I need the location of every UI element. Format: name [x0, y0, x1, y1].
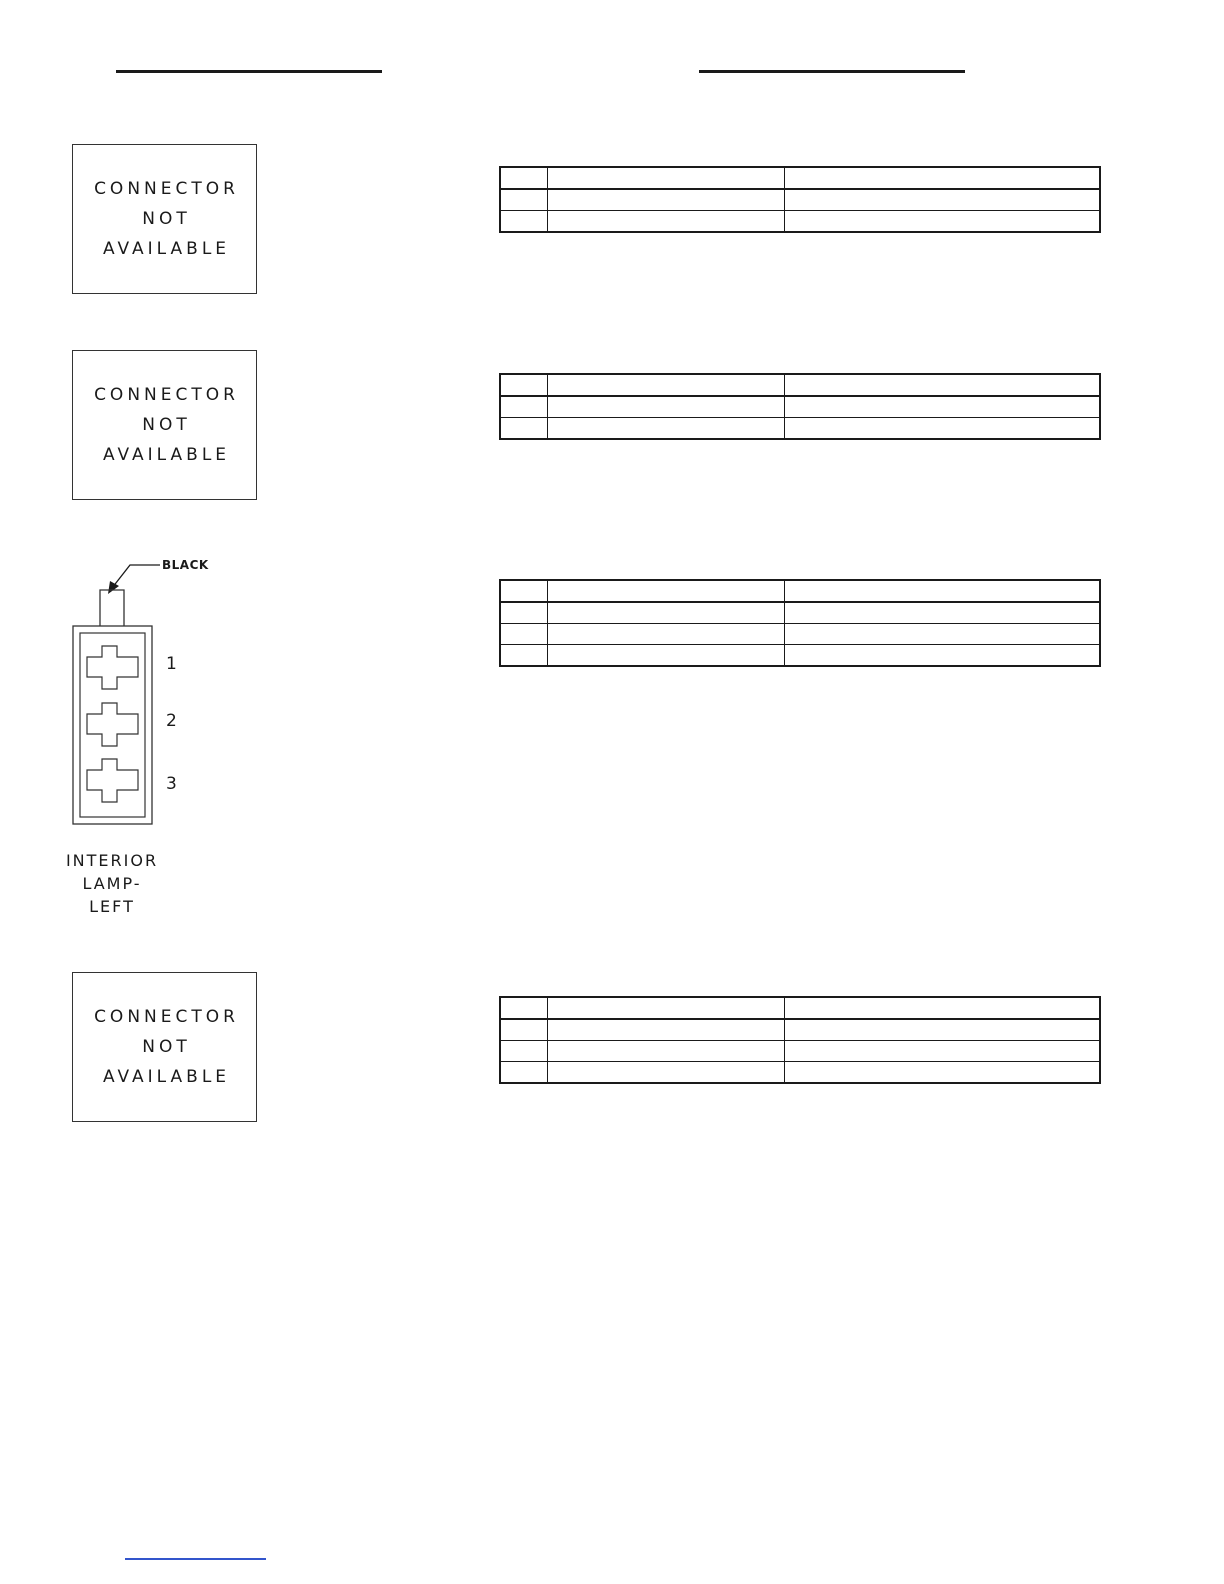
footer-link-underline[interactable] — [125, 1558, 266, 1560]
na-line-1: CONNECTOR — [94, 1007, 239, 1027]
table-row — [500, 645, 1100, 667]
na-line-1: CONNECTOR — [94, 385, 239, 405]
table-row — [500, 997, 1100, 1019]
table-row — [500, 374, 1100, 396]
connector-color-label: BLACK — [162, 558, 209, 572]
interior-lamp-left-connector-drawing — [60, 550, 230, 840]
connector-not-available-box — [72, 144, 257, 294]
table-row — [500, 624, 1100, 645]
na-line-3: AVAILABLE — [102, 1067, 231, 1087]
table-row — [500, 580, 1100, 602]
na-line-3: AVAILABLE — [102, 239, 231, 259]
header-rule-left — [116, 70, 382, 73]
table-row — [500, 211, 1100, 233]
connector-name-line-2: LAMP- — [82, 874, 142, 893]
table-row — [500, 167, 1100, 189]
pin-number-1: 1 — [166, 654, 177, 674]
pin-number-3: 3 — [166, 774, 177, 794]
table-row — [500, 602, 1100, 624]
na-line-2: NOT — [142, 415, 191, 435]
pin-number-2: 2 — [166, 711, 177, 731]
pinout-table — [499, 996, 1101, 1084]
table-row — [500, 1019, 1100, 1041]
table-row — [500, 1041, 1100, 1062]
connector-name-label — [52, 849, 172, 918]
table-row — [500, 396, 1100, 418]
table-row — [500, 1062, 1100, 1084]
pinout-table — [499, 373, 1101, 440]
table-row — [500, 418, 1100, 440]
terminal-2 — [87, 703, 138, 746]
pinout-table — [499, 579, 1101, 667]
header-rule-right — [699, 70, 965, 73]
na-line-2: NOT — [142, 1037, 191, 1057]
connector-name-line-1: INTERIOR — [65, 851, 159, 870]
connector-not-available-box — [72, 972, 257, 1122]
terminal-3 — [87, 759, 138, 802]
connector-name-line-3: LEFT — [89, 897, 135, 916]
connector-not-available-box — [72, 350, 257, 500]
table-row — [500, 189, 1100, 211]
na-line-1: CONNECTOR — [94, 179, 239, 199]
terminal-1 — [87, 646, 138, 689]
pinout-table — [499, 166, 1101, 233]
na-line-3: AVAILABLE — [102, 445, 231, 465]
na-line-2: NOT — [142, 209, 191, 229]
